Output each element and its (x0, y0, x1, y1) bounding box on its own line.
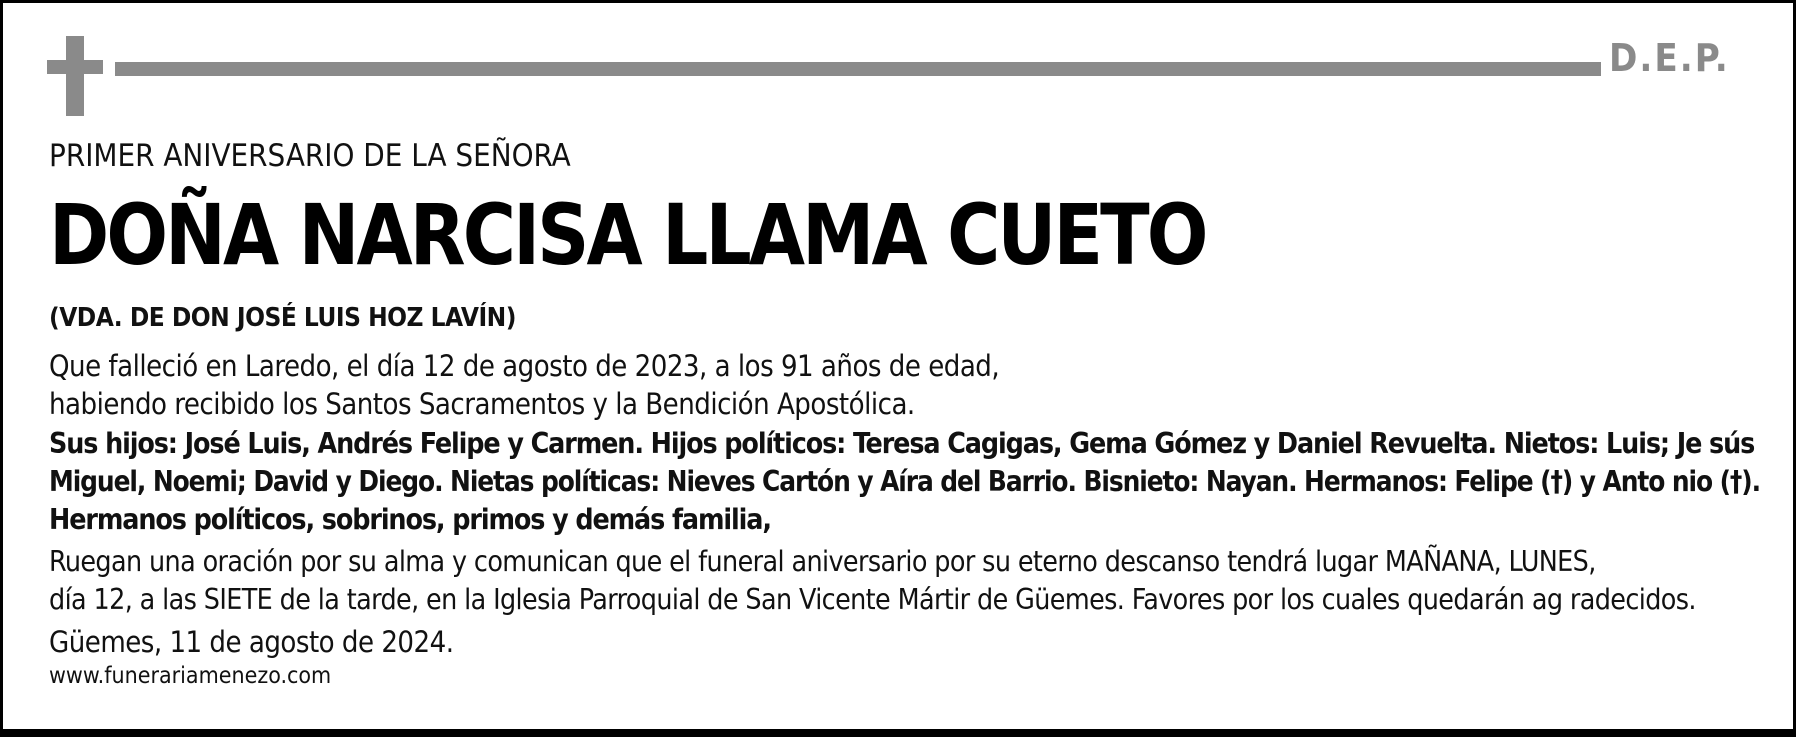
website-link[interactable]: www.funerariamenezo.com (49, 663, 332, 689)
request-line-2: día 12, a las SIETE de la tarde, en la Iglesia Parroquial de San Vicente Mártir de Güemes. Favores por los cuales quedarán ag radecidos. (49, 583, 1696, 616)
header-rule (115, 62, 1601, 76)
deceased-name: DOÑA NARCISA LLAMA CUETO (49, 186, 1206, 284)
place-date: Güemes, 11 de agosto de 2024. (49, 625, 454, 659)
request-line-1: Ruegan una oración por su alma y comunican que el funeral aniversario por su eterno descanso tendrá lugar MAÑANA, LUNES, (49, 545, 1596, 578)
family-line-3: Hermanos políticos, sobrinos, primos y demás familia, (49, 503, 771, 536)
family-line-1: Sus hijos: José Luis, Andrés Felipe y Carmen. Hijos políticos: Teresa Cagigas, Gema Gómez y Daniel Revuelta. Nietos: Luis; Je sús (49, 427, 1755, 460)
widow-of: (VDA. DE DON JOSÉ LUIS HOZ LAVÍN) (49, 303, 516, 333)
family-line-2: Miguel, Noemi; David y Diego. Nietas políticas: Nieves Cartón y Aíra del Barrio. Bisnieto: Nayan. Hermanos: Felipe (†) y Anto nio (†). (49, 465, 1760, 498)
death-line-2: habiendo recibido los Santos Sacramentos y la Bendición Apostólica. (49, 387, 915, 421)
death-line-1: Que falleció en Laredo, el día 12 de agosto de 2023, a los 91 años de edad, (49, 349, 1000, 383)
dep-label: D.E.P. (1609, 36, 1730, 80)
anniversary-prefix: PRIMER ANIVERSARIO DE LA SEÑORA (49, 138, 571, 174)
cross-icon (47, 36, 103, 116)
